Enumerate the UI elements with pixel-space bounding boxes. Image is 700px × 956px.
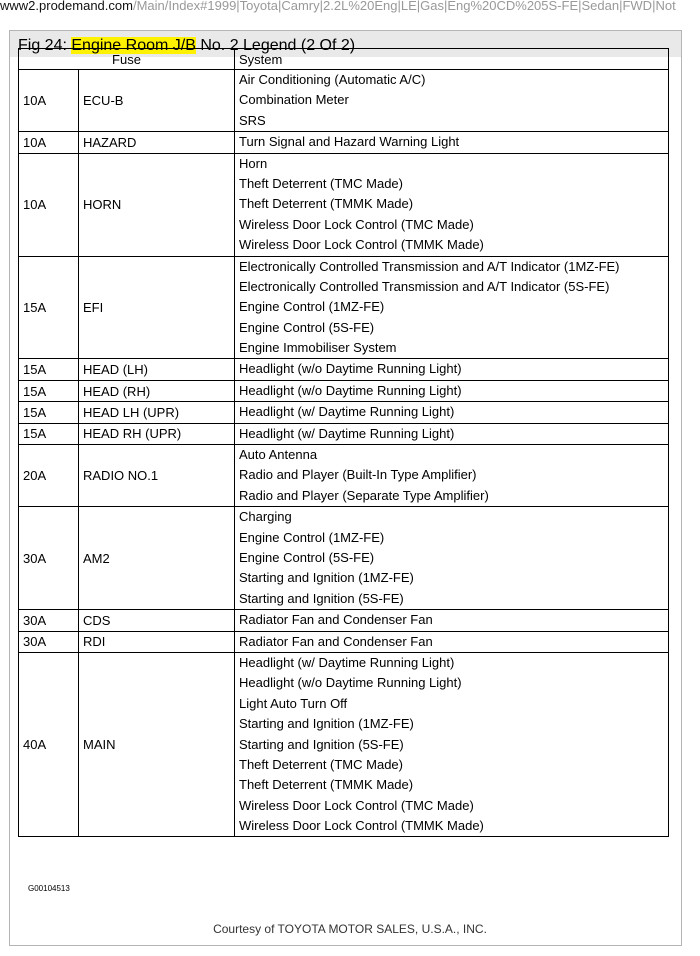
system-list [235, 445, 669, 507]
fuse-amperage: 10A [19, 153, 79, 256]
system-list [235, 359, 669, 380]
system-entry: Headlight (w/ Daytime Running Light) [239, 654, 455, 670]
system-entry: Wireless Door Lock Control (TMMK Made) [239, 237, 484, 253]
fuse-name: EFI [79, 256, 235, 359]
fuse-name: MAIN [79, 652, 235, 837]
fuse-name: ECU-B [79, 70, 235, 132]
fuse-name: RDI [79, 631, 235, 652]
table-row [19, 445, 669, 507]
system-entry: Theft Deterrent (TMMK Made) [239, 777, 414, 793]
fuse-amperage: 15A [19, 402, 79, 423]
system-entry: Wireless Door Lock Control (TMC Made) [239, 797, 474, 813]
table-body [19, 70, 669, 837]
table-row [19, 359, 669, 380]
system-entry: Headlight (w/o Daytime Running Light) [239, 361, 462, 377]
table-header-row [19, 49, 669, 70]
system-entry: Electronically Controlled Transmission and A/T Indicator (1MZ-FE) [239, 258, 620, 274]
system-entry: Headlight (w/ Daytime Running Light) [239, 425, 455, 441]
fuse-amperage: 30A [19, 631, 79, 652]
fuse-amperage: 20A [19, 445, 79, 507]
system-entry: Theft Deterrent (TMMK Made) [239, 196, 414, 212]
system-entry: Engine Control (5S-FE) [239, 549, 375, 565]
header-system: System [235, 49, 669, 70]
url-path: /Main/Index#1999|Toyota|Camry|2.2L%20Eng|LE|Gas|Eng%20CD%205S-FE|Sedan|FWD|Not [132, 0, 676, 13]
system-entry: Radiator Fan and Condenser Fan [239, 612, 433, 628]
system-list [235, 507, 669, 610]
figure-label: Fig 24: [18, 37, 67, 54]
system-entry: Engine Control (5S-FE) [239, 319, 375, 335]
system-entry: Charging [239, 509, 292, 525]
url-host: www2.prodemand.com [0, 0, 133, 13]
system-entry: Wireless Door Lock Control (TMC Made) [239, 216, 474, 232]
system-entry: Engine Immobiliser System [239, 340, 397, 356]
system-entry: Wireless Door Lock Control (TMMK Made) [239, 818, 484, 834]
fuse-name: AM2 [79, 507, 235, 610]
fuse-amperage: 40A [19, 652, 79, 837]
fuse-name: CDS [79, 610, 235, 631]
fuse-amperage: 10A [19, 70, 79, 132]
system-entry: Horn [239, 155, 268, 171]
table-row [19, 256, 669, 359]
fuse-amperage: 15A [19, 359, 79, 380]
fuse-name: HEAD (RH) [79, 380, 235, 401]
system-entry: Radio and Player (Separate Type Amplifier) [239, 487, 489, 503]
fuse-name: HORN [79, 153, 235, 256]
table-row [19, 631, 669, 652]
fuse-legend-table [18, 48, 669, 837]
fuse-amperage: 30A [19, 610, 79, 631]
system-entry: Headlight (w/o Daytime Running Light) [239, 382, 462, 398]
system-entry: Starting and Ignition (5S-FE) [239, 736, 404, 752]
system-entry: Starting and Ignition (1MZ-FE) [239, 716, 414, 732]
system-entry: Electronically Controlled Transmission and A/T Indicator (5S-FE) [239, 278, 610, 294]
system-list [235, 652, 669, 837]
figure-title-highlight: Engine Room J/B [71, 37, 196, 54]
system-list [235, 132, 669, 153]
fuse-amperage: 15A [19, 256, 79, 359]
fuse-name: HEAD LH (UPR) [79, 402, 235, 423]
fuse-amperage: 10A [19, 132, 79, 153]
system-entry: Radio and Player (Built-In Type Amplifier) [239, 467, 477, 483]
system-list [235, 631, 669, 652]
table-row [19, 132, 669, 153]
system-list [235, 423, 669, 444]
fuse-amperage: 30A [19, 507, 79, 610]
system-list [235, 402, 669, 423]
table-row [19, 507, 669, 610]
fuse-name: HEAD (LH) [79, 359, 235, 380]
table-row [19, 610, 669, 631]
table-row [19, 153, 669, 256]
system-list [235, 153, 669, 256]
system-entry: SRS [239, 112, 266, 128]
system-entry: Starting and Ignition (5S-FE) [239, 590, 404, 606]
system-entry: Theft Deterrent (TMC Made) [239, 175, 403, 191]
system-entry: Light Auto Turn Off [239, 695, 348, 711]
system-list [235, 380, 669, 401]
table-row [19, 380, 669, 401]
system-entry: Air Conditioning (Automatic A/C) [239, 72, 426, 87]
system-entry: Headlight (w/ Daytime Running Light) [239, 404, 455, 420]
system-entry: Combination Meter [239, 92, 349, 108]
table-row [19, 70, 669, 132]
header-fuse: Fuse [19, 49, 235, 70]
system-entry: Engine Control (1MZ-FE) [239, 529, 385, 545]
address-bar[interactable] [0, 0, 700, 14]
table-row [19, 402, 669, 423]
fuse-amperage: 15A [19, 380, 79, 401]
system-list [235, 70, 669, 132]
system-entry: Headlight (w/o Daytime Running Light) [239, 675, 462, 691]
system-entry: Auto Antenna [239, 447, 318, 463]
courtesy-note: Courtesy of TOYOTA MOTOR SALES, U.S.A., INC. [213, 922, 487, 936]
system-entry: Radiator Fan and Condenser Fan [239, 633, 433, 649]
fuse-name: HAZARD [79, 132, 235, 153]
system-entry: Engine Control (1MZ-FE) [239, 299, 385, 315]
system-entry: Theft Deterrent (TMC Made) [239, 756, 403, 772]
fuse-amperage: 15A [19, 423, 79, 444]
fuse-name: RADIO NO.1 [79, 445, 235, 507]
system-entry: Turn Signal and Hazard Warning Light [239, 134, 460, 150]
system-entry: Starting and Ignition (1MZ-FE) [239, 570, 414, 586]
table-row [19, 652, 669, 837]
table-row [19, 423, 669, 444]
system-list [235, 256, 669, 359]
fuse-name: HEAD RH (UPR) [79, 423, 235, 444]
figure-code: G00104513 [28, 884, 70, 893]
figure-title-rest: No. 2 Legend (2 Of 2) [200, 37, 356, 54]
system-list [235, 610, 669, 631]
